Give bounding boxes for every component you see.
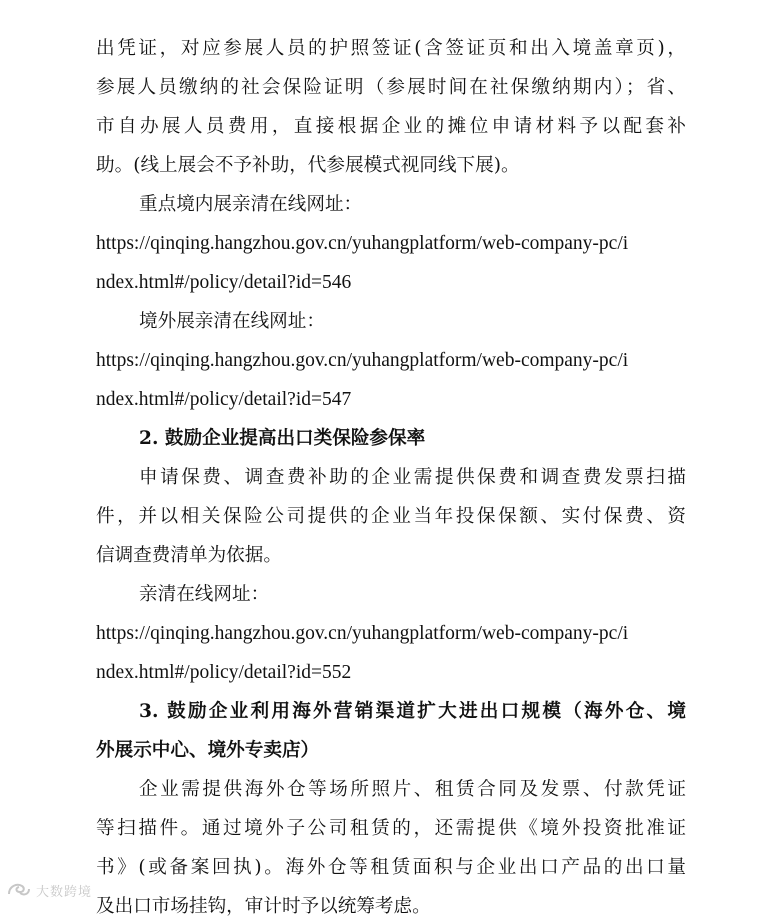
paragraph-line: 助。(线上展会不予补助，代参展模式视同线下展)。 xyxy=(96,155,520,176)
url-label: 重点境内展亲清在线网址： xyxy=(139,194,363,215)
url-link[interactable]: https://qinqing.hangzhou.gov.cn/yuhangplatform/web-company-pc/i xyxy=(96,233,629,254)
watermark-text: 大数跨境 xyxy=(36,884,93,900)
url-link[interactable]: ndex.html#/policy/detail?id=547 xyxy=(96,389,352,410)
url-link[interactable]: ndex.html#/policy/detail?id=546 xyxy=(96,272,352,293)
logo-icon xyxy=(6,881,32,899)
paragraph-line: 市自办展人员费用，直接根据企业的摊位申请材料予以配套补 xyxy=(96,116,686,137)
section-heading: 2. 鼓励企业提高出口类保险参保率 xyxy=(139,428,426,449)
url-label: 亲清在线网址： xyxy=(139,584,270,605)
paragraph-line: 信调查费清单为依据。 xyxy=(96,545,282,566)
url-link[interactable]: ndex.html#/policy/detail?id=552 xyxy=(96,662,352,683)
url-link[interactable]: https://qinqing.hangzhou.gov.cn/yuhangplatform/web-company-pc/i xyxy=(96,350,629,371)
url-link[interactable]: https://qinqing.hangzhou.gov.cn/yuhangplatform/web-company-pc/i xyxy=(96,623,629,644)
paragraph-line: 件，并以相关保险公司提供的企业当年投保保额、实付保费、资 xyxy=(96,506,686,527)
section-heading: 外展示中心、境外专卖店） xyxy=(96,740,320,761)
paragraph-line: 等扫描件。通过境外子公司租赁的，还需提供《境外投资批准证 xyxy=(96,818,686,839)
paragraph-line: 书》(或备案回执)。海外仓等租赁面积与企业出口产品的出口量 xyxy=(96,857,686,878)
section-heading: 3. 鼓励企业利用海外营销渠道扩大进出口规模（海外仓、境 xyxy=(139,701,686,722)
paragraph-line: 及出口市场挂钩，审计时予以统筹考虑。 xyxy=(96,896,431,917)
paragraph-line: 申请保费、调查费补助的企业需提供保费和调查费发票扫描 xyxy=(139,467,686,488)
paragraph-line: 企业需提供海外仓等场所照片、租赁合同及发票、付款凭证 xyxy=(139,779,686,800)
watermark xyxy=(6,878,92,902)
paragraph-line: 参展人员缴纳的社会保险证明（参展时间在社保缴纳期内）；省、 xyxy=(96,77,686,98)
url-label: 境外展亲清在线网址： xyxy=(139,311,325,332)
paragraph-line: 出凭证，对应参展人员的护照签证(含签证页和出入境盖章页)， xyxy=(96,38,686,59)
